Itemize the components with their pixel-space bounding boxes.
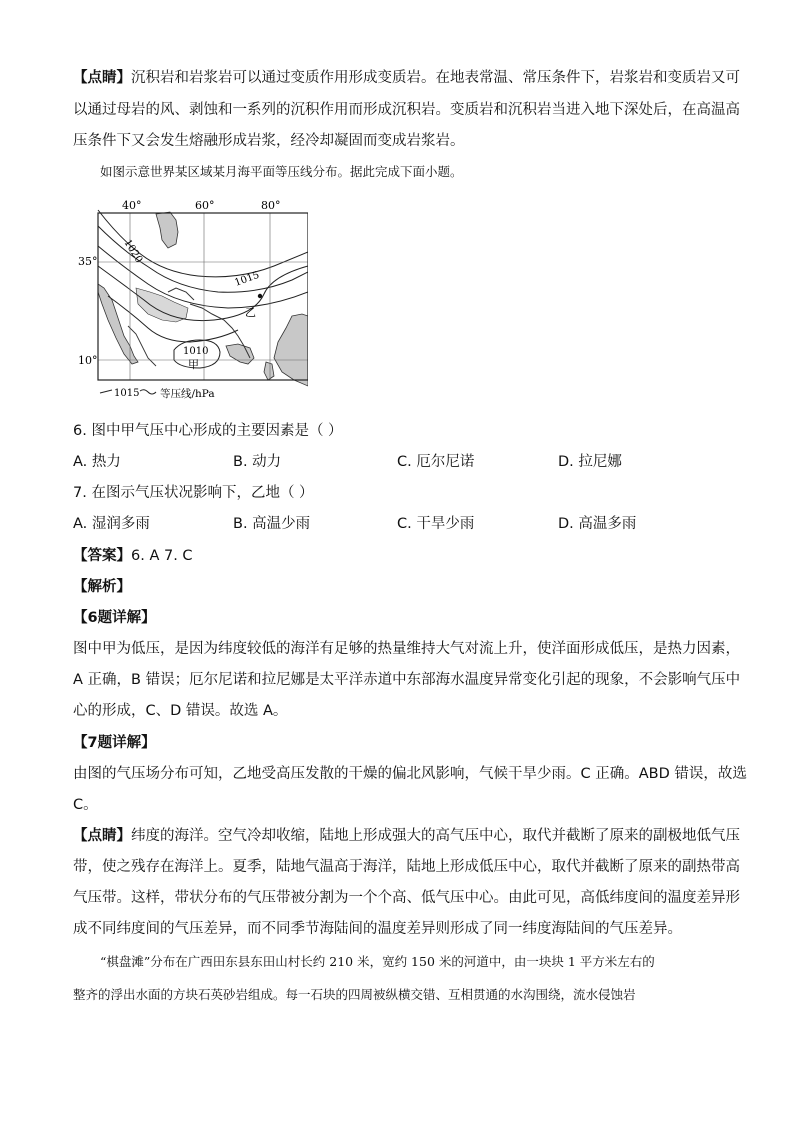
isobar-label-1010: 1010 <box>183 346 209 357</box>
legend-line-left <box>100 390 112 393</box>
detail-6-line-1: 图中甲为低压，是因为纬度较低的海洋有足够的热量维持大气对流上升，使洋面形成低压，是热力因素， <box>73 641 740 657</box>
detail-6-line-3: 心的形成，C、D 错误。故选 A。 <box>73 703 288 719</box>
question-6-option-d: D. 拉尼娜 <box>558 454 622 470</box>
legend-line-right <box>140 390 156 394</box>
tip-label-2: 【点睛】 <box>73 828 131 844</box>
tip-paragraph-2-line-1: 【点睛】纬度的海洋。空气冷却收缩，陆地上形成强大的高气压中心，取代并截断了原来的副极地低气压 <box>73 828 740 844</box>
question-intro: 如图示意世界某区域某月海平面等压线分布。据此完成下面小题。 <box>100 164 463 179</box>
isobar-map <box>78 196 308 404</box>
legend-value: 1015 <box>114 388 140 399</box>
lon-label-40: 40° <box>122 199 142 212</box>
detail-6-line-2: A 正确，B 错误；厄尔尼诺和拉尼娜是太平洋赤道中东部海水温度异常变化引起的现象，不会影响气压中 <box>73 672 741 688</box>
tip-paragraph-2-line-2: 带，使之残存在海洋上。夏季，陆地气温高于海洋，陆地上形成低压中心，取代并截断了原来的副热带高 <box>73 859 740 875</box>
question-6-stem: 6. 图中甲气压中心形成的主要因素是（ ） <box>73 423 343 439</box>
question-7-option-b: B. 高温少雨 <box>233 516 311 532</box>
question-7-option-a: A. 湿润多雨 <box>73 516 150 532</box>
tip-paragraph-1-line-2: 以通过母岩的风、剥蚀和一系列的沉积作用而形成沉积岩。变质岩和沉积岩当进入地下深处后，在高温高 <box>73 102 740 118</box>
tip-paragraph-2-line-4: 成不同纬度间的气压差异，而不同季节海陆间的温度差异则形成了同一纬度海陆间的气压差异。 <box>73 921 682 937</box>
answer-line <box>73 546 193 566</box>
point-label-yi: 乙 <box>245 306 256 319</box>
tip-paragraph-2-line-3: 气压带。这样，带状分布的气压带被分割为一个个高、低气压中心。由此可见，高低纬度间的温度差异形 <box>73 890 740 906</box>
legend-text: 等压线/hPa <box>160 388 215 400</box>
isobar-label-1015: 1015 <box>233 269 261 289</box>
lon-label-80: 80° <box>261 199 281 212</box>
next-material-line-2: 整齐的浮出水面的方块石英砂岩组成。每一石块的四周被纵横交错、互相贯通的水沟围绕，流水侵蚀岩 <box>73 987 636 1002</box>
answer-label: 【答案】 <box>73 548 131 564</box>
tip-label: 【点睛】 <box>73 70 131 86</box>
question-7-option-d: D. 高温多雨 <box>558 516 637 532</box>
next-material-line-1: “棋盘滩”分布在广西田东县东田山村长约 210 米，宽约 150 米的河道中，由一块块 1 平方米左右的 <box>100 954 655 969</box>
land-peninsula-left <box>98 284 138 364</box>
isobar-a <box>98 226 308 292</box>
detail-7-title: 【7题详解】 <box>73 735 156 751</box>
question-7-stem: 7. 在图示气压状况影响下，乙地（ ） <box>73 485 314 501</box>
tip-paragraph-1-line-1: 【点睛】沉积岩和岩浆岩可以通过变质作用形成变质岩。在地表常温、常压条件下，岩浆岩和变质岩又可 <box>73 70 740 86</box>
question-7-option-c: C. 干旱少雨 <box>397 516 475 532</box>
answer-text: 6. A 7. C <box>131 548 193 564</box>
point-label-jia: 甲 <box>188 358 199 371</box>
question-6-option-a: A. 热力 <box>73 454 121 470</box>
point-yi-dot <box>258 294 262 298</box>
tip-paragraph-1-line-3: 压条件下又会发生熔融形成岩浆，经冷却凝固而变成岩浆岩。 <box>73 133 465 149</box>
land-southeast-asia <box>274 314 308 386</box>
lat-label-10: 10° <box>78 354 98 367</box>
detail-7-line-2: C。 <box>73 797 98 813</box>
analysis-label: 【解析】 <box>73 579 131 595</box>
land-arabia <box>136 288 188 322</box>
detail-7-line-1: 由图的气压场分布可知，乙地受高压发散的干燥的偏北风影响，气候干旱少雨。C 正确。ABD 错误，故选 <box>73 766 747 782</box>
question-6-option-b: B. 动力 <box>233 454 282 470</box>
isobar-map-figure <box>78 196 308 404</box>
land-caspian-region <box>156 212 178 248</box>
land-sri-lanka <box>264 362 274 380</box>
isobar-label-1020: 1020 <box>121 237 145 266</box>
detail-6-title: 【6题详解】 <box>73 610 156 626</box>
lon-label-60: 60° <box>195 199 215 212</box>
question-6-option-c: C. 厄尔尼诺 <box>397 454 475 470</box>
land-south-india <box>226 344 254 364</box>
lat-label-35: 35° <box>78 255 98 268</box>
coast-persian-gulf <box>168 288 194 300</box>
